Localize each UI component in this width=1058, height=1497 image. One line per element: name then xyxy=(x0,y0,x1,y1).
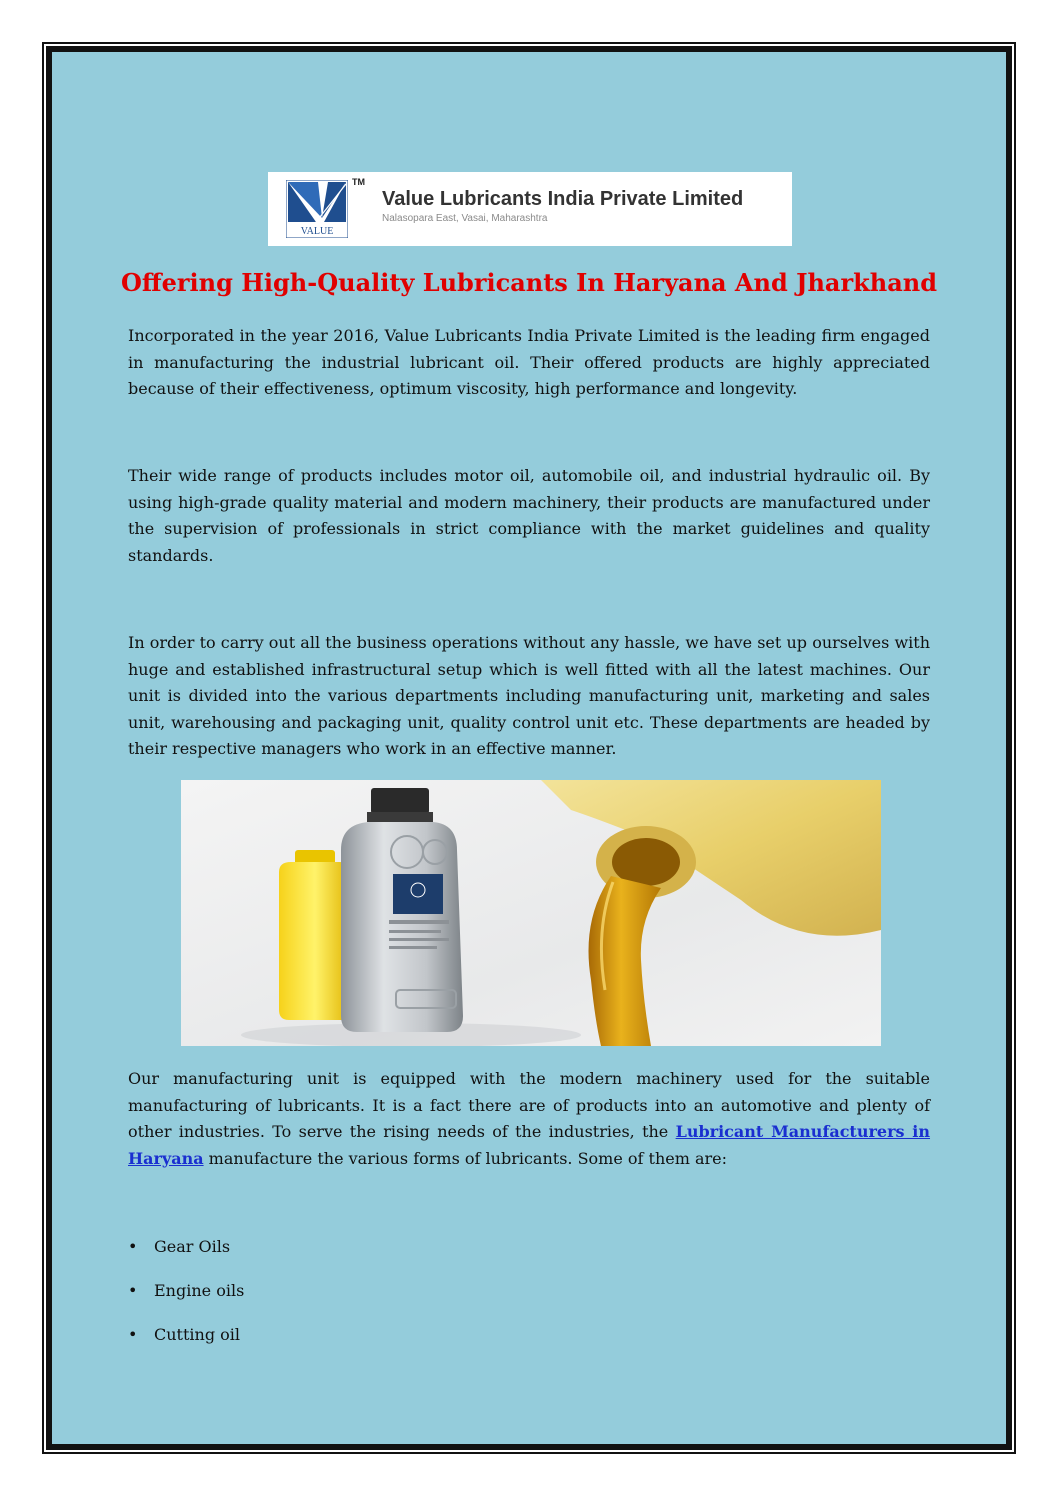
logo-mark-text: VALUE xyxy=(300,226,334,237)
list-item: • Gear Oils xyxy=(128,1234,244,1278)
paragraph-products: Their wide range of products includes motor oil, automobile oil, and industrial hydraulic oil. By using high-grade quality material and modern machinery, their products are manufactured under the supervision of professionals in strict compliance with the market guidelines and quality standards. xyxy=(128,466,930,565)
company-name: Value Lubricants India Private Limited xyxy=(382,188,744,210)
list-item: • Cutting oil xyxy=(128,1322,244,1366)
paragraph-manufacturing-text: Our manufacturing unit is equipped with the modern machinery used for the suitable manufacturing of lubricants. It is a fact there are of products into an automotive and plenty of other industries. To serve the rising needs of the industries, the xyxy=(128,1069,930,1141)
lubricant-types-list xyxy=(128,1234,244,1366)
list-item: • Engine oils xyxy=(128,1278,244,1322)
lubricant-manufacturers-haryana-link[interactable]: Lubricant Manufacturers in Haryana xyxy=(128,1122,931,1168)
page-title: Offering High-Quality Lubricants In Haryana And Jharkhand xyxy=(121,268,937,297)
paragraph-manufacturing-text-end: manufacture the various forms of lubricants. Some of them are: xyxy=(203,1148,728,1168)
company-address: Nalasopara East, Vasai, Maharashtra xyxy=(382,213,548,224)
paragraph-infrastructure: In order to carry out all the business operations without any hassle, we have set up ourselves with huge and established infrastructural setup which is well fitted with all the latest machines. Our unit is divided into the various departments including manufacturing unit, marketing and sales unit, warehousing and packaging unit, quality control unit etc. These departments are headed by their respective managers who work in an effective manner. xyxy=(128,633,930,758)
lubricant-product-image xyxy=(181,780,881,1046)
paragraph-manufacturing xyxy=(128,1066,930,1172)
company-logo xyxy=(268,172,792,246)
value-logo-mark xyxy=(286,180,348,238)
trademark-label: TM xyxy=(352,177,365,187)
paragraph-intro: Incorporated in the year 2016, Value Lubricants India Private Limited is the leading firm engaged in manufacturing the industrial lubricant oil. Their offered products are highly appreciated because of their effectiveness, optimum viscosity, high performance and longevity. xyxy=(128,326,930,398)
